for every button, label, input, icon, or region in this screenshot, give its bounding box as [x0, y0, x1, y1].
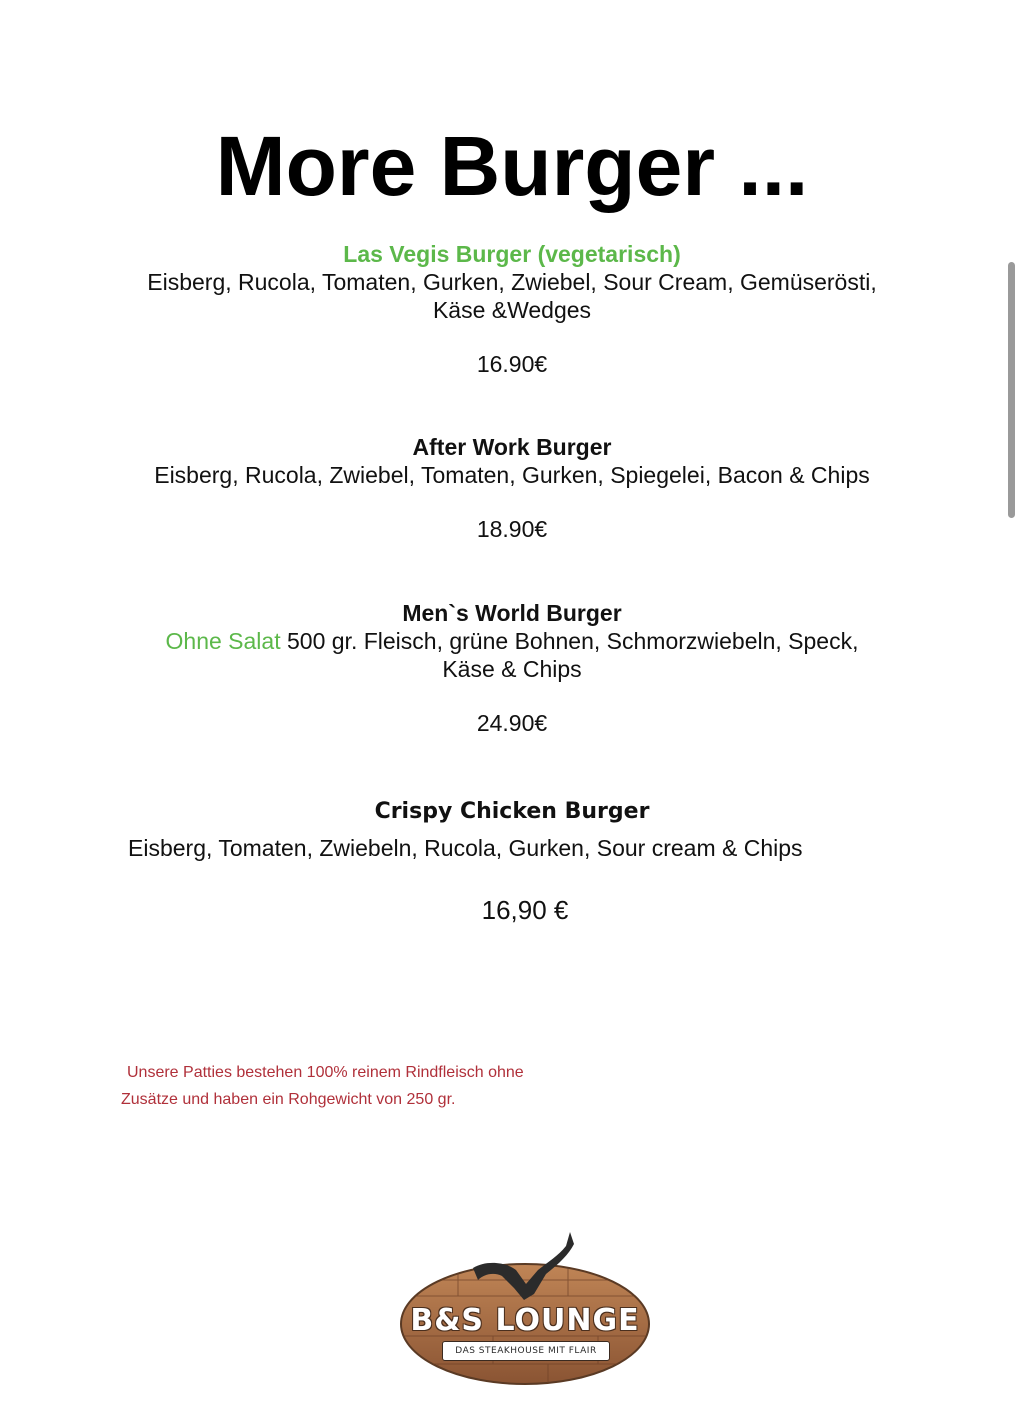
- item-price: 18.90€: [476, 516, 548, 542]
- item-name: Las Vegis Burger (vegetarisch): [343, 241, 681, 267]
- item-description-line-1: Eisberg, Rucola, Tomaten, Gurken, Zwiebel, Sour Cream, Gemüserösti,: [147, 269, 877, 295]
- item-name: After Work Burger: [412, 434, 612, 460]
- item-description-text: 500 gr. Fleisch, grüne Bohnen, Schmorzwiebeln, Speck,: [280, 628, 859, 654]
- menu-item-las-vegis-burger: [60, 240, 964, 378]
- item-description-line-2: Käse & Chips: [442, 656, 582, 682]
- item-price: 24.90€: [476, 710, 548, 736]
- note-line-1: Unsere Patties bestehen 100% reinem Rindfleisch ohne: [127, 1064, 524, 1081]
- menu-item-crispy-chicken-burger: [60, 798, 964, 924]
- page-title: More Burger ...: [215, 119, 809, 213]
- restaurant-logo: [398, 1224, 652, 1390]
- item-description-line-1: Eisberg, Rucola, Zwiebel, Tomaten, Gurken, Spiegelei, Bacon & Chips: [154, 462, 870, 488]
- patties-note: [121, 1059, 581, 1113]
- item-price: 16,90 €: [481, 895, 569, 925]
- menu-item-mens-world-burger: [60, 599, 964, 737]
- menu-item-after-work-burger: [60, 433, 964, 543]
- scrollbar[interactable]: [1008, 262, 1015, 518]
- item-name: Crispy Chicken Burger: [374, 799, 650, 824]
- item-description-line-2: Käse &Wedges: [432, 297, 592, 323]
- item-description-highlight: Ohne Salat: [165, 628, 281, 654]
- logo-tagline: DAS STEAKHOUSE MIT FLAIR: [455, 1346, 597, 1356]
- logo-tagline-box: [442, 1341, 610, 1361]
- item-price: 16.90€: [476, 351, 548, 377]
- logo-text: B&S LOUNGE: [410, 1303, 640, 1338]
- note-line-2: Zusätze und haben ein Rohgewicht von 250 gr.: [121, 1091, 456, 1108]
- item-description-line-1: [60, 627, 964, 655]
- item-description-line-1: Eisberg, Tomaten, Zwiebeln, Rucola, Gurken, Sour cream & Chips: [128, 835, 803, 861]
- item-name: Men`s World Burger: [402, 600, 622, 626]
